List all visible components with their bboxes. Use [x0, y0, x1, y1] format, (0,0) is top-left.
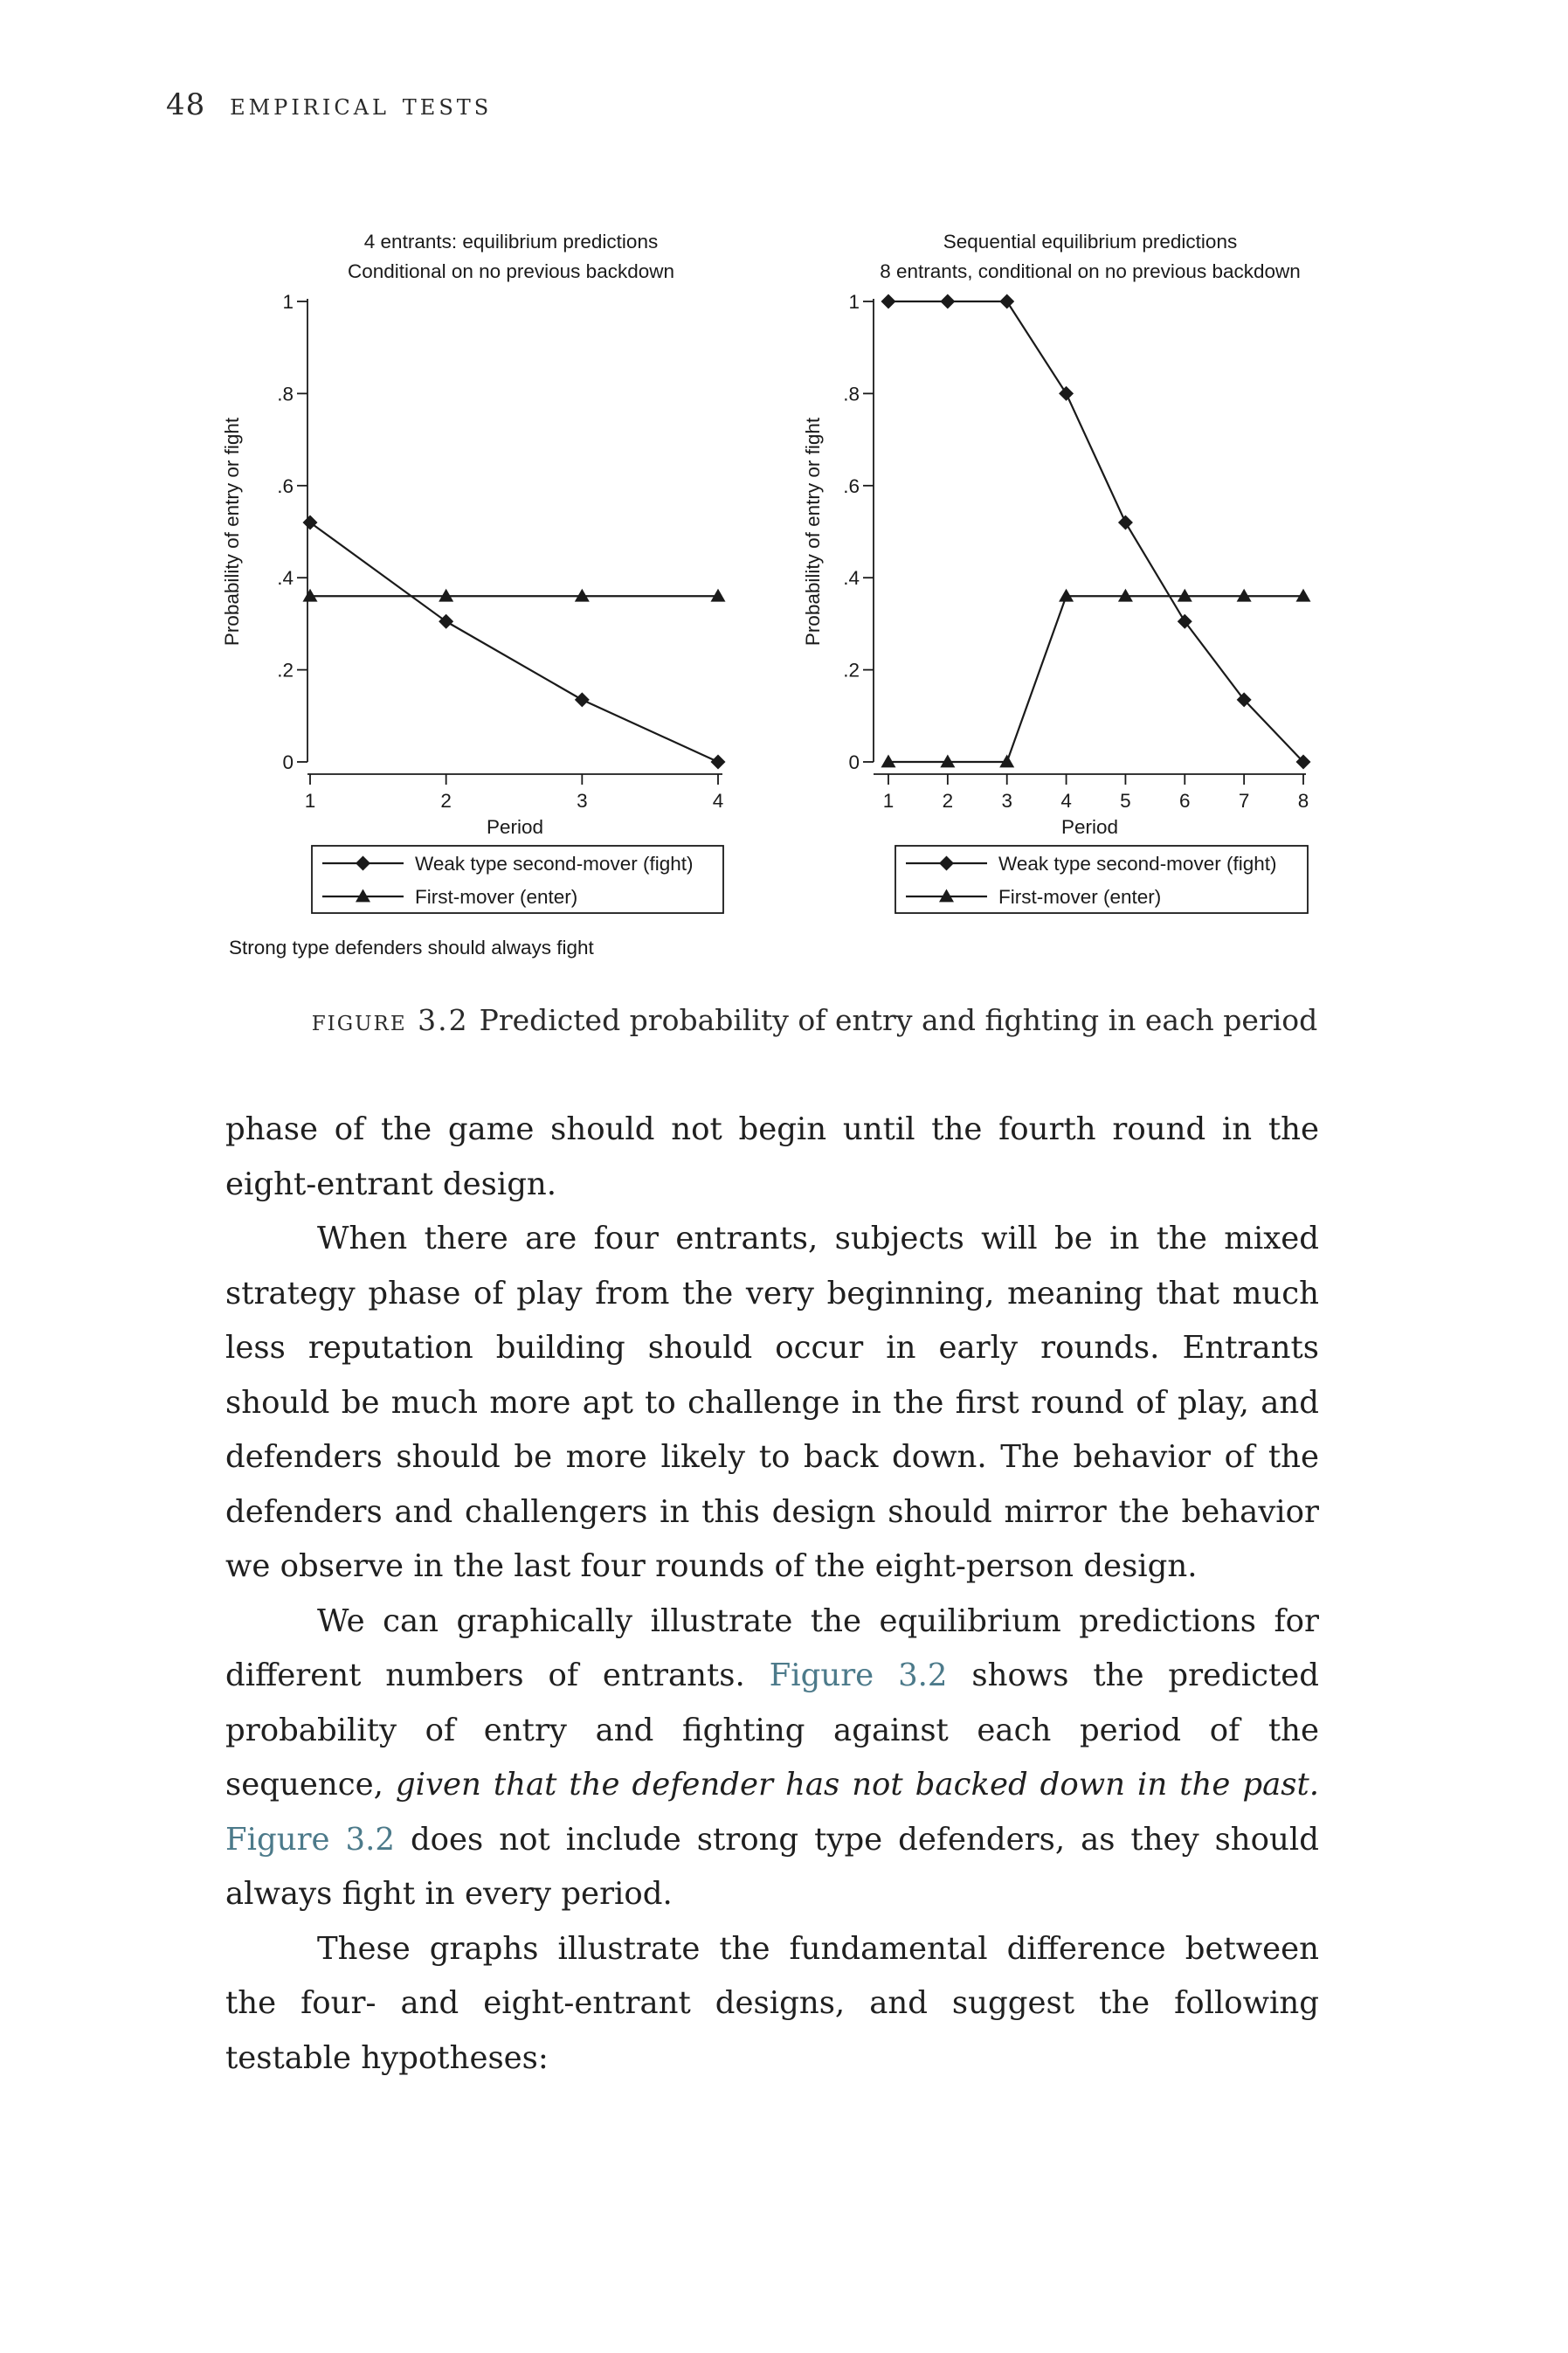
chart2-series-1-point: [1118, 515, 1133, 529]
p3-text-a: We can graphically illustrate the equilibrium predictions for different numbers of entrants.: [225, 1602, 1319, 1693]
chart1-x-tick-label: 3: [577, 790, 588, 812]
chart2-x-label: Period: [1060, 816, 1119, 838]
chart1-series-1-point: [711, 755, 726, 770]
figure-3-2: [0, 0, 1568, 1092]
chart2-x-tick-label: 3: [1001, 790, 1012, 812]
chart-canvas: [0, 0, 1568, 1092]
chart2-y-tick-label: 1: [848, 291, 860, 313]
chart1-y-tick-label: .6: [277, 474, 294, 497]
chart2-x-tick-label: 8: [1297, 790, 1309, 812]
paragraph-3: [225, 1595, 1319, 1922]
chart1-y-label: Probability of entry or fight: [221, 417, 243, 647]
chart1-note: Strong type defenders should always fight: [229, 937, 594, 959]
chart1-y-tick-label: .8: [277, 383, 294, 405]
chart1-legend-label: Weak type second-mover (fight): [415, 853, 694, 875]
chart1-series-1-line: [310, 523, 718, 762]
chart2-y-tick-label: .2: [843, 659, 860, 682]
chart1-x-tick-label: 4: [712, 790, 724, 812]
caption-text: Predicted probability of entry and fighting in each period: [479, 1003, 1318, 1037]
chart2-x-tick-label: 4: [1060, 790, 1072, 812]
chart2-legend-marker: [939, 856, 954, 871]
chart1-y-tick-label: 0: [282, 751, 294, 773]
chart1-title: 4 entrants: equilibrium predictions: [363, 231, 659, 253]
chart2-series-1-point: [999, 294, 1014, 309]
chart2-series-1-point: [881, 294, 896, 309]
chart2-series-1-point: [1178, 614, 1192, 629]
chart2-x-tick-label: 2: [942, 790, 954, 812]
chart2-title: Sequential equilibrium predictions: [943, 231, 1238, 253]
chart2-y-tick-label: 0: [848, 751, 860, 773]
chart2-x-tick-label: 1: [882, 790, 895, 812]
chart2-y-tick-label: .6: [843, 474, 860, 497]
paragraph-4: These graphs illustrate the fundamental difference between the four- and eight-entrant designs, and suggest the following testable hypotheses:: [225, 1930, 1319, 2076]
chart1-series-1-point: [575, 692, 590, 707]
chart2-y-tick-label: .4: [843, 567, 860, 590]
chart1-legend-marker: [356, 856, 370, 871]
chart2-series-2-line: [888, 596, 1303, 762]
caption-label: figure 3.2: [311, 1003, 469, 1037]
paragraph-1: phase of the game should not begin until the fourth round in the eight-entrant design.: [225, 1111, 1319, 1202]
chart2-series-1-line: [888, 301, 1303, 762]
figure-link-1[interactable]: Figure 3.2: [769, 1657, 948, 1693]
chart2-y-tick-label: .8: [843, 383, 860, 405]
p3-italic: given that the defender has not backed down in the past.: [395, 1767, 1320, 1803]
figure-link-2[interactable]: Figure 3.2: [225, 1821, 395, 1858]
chart1-x-tick-label: 2: [440, 790, 452, 812]
chart1-series-1-point: [303, 515, 318, 529]
chart2-legend-label: First-mover (enter): [998, 886, 1162, 908]
chart2-x-tick-label: 5: [1120, 790, 1131, 812]
chart1-y-tick-label: 1: [282, 291, 294, 313]
section-title: empirical tests: [230, 87, 493, 122]
chart1-y-tick-label: .4: [277, 567, 294, 590]
chart2-y-label: Probability of entry or fight: [802, 417, 824, 647]
chart2-x-tick-label: 7: [1238, 790, 1250, 812]
chart1-x-label: Period: [486, 816, 544, 838]
chart2-subtitle: 8 entrants, conditional on no previous backdown: [880, 260, 1301, 282]
chart2-x-tick-label: 6: [1179, 790, 1191, 812]
chart1-legend-label: First-mover (enter): [415, 886, 578, 908]
page-number: 48: [166, 87, 206, 122]
chart1-subtitle: Conditional on no previous backdown: [348, 260, 674, 282]
p3-text-b: shows the predicted probability of entry and fighting against each period of the sequence,: [225, 1657, 1320, 1803]
chart2-series-1-point: [940, 294, 955, 309]
body-text: [225, 1103, 1319, 2086]
paragraph-2: When there are four entrants, subjects will be in the mixed strategy phase of play from the very beginning, meaning that much less reputation building should occur in early rounds. Entrants should be much more apt to challenge in the first round of play, and defenders should be more likely to back down. The behavior of the defenders and challengers in this design should mirror the behavior we observe in the last four rounds of the eight-person design.: [225, 1221, 1319, 1584]
figure-caption: [0, 1003, 1568, 1037]
chart2-series-1-point: [1059, 386, 1074, 401]
p3-text-d: does not include strong type defenders, as they should always fight in every period.: [225, 1821, 1319, 1912]
chart1-x-tick-label: 1: [304, 790, 316, 812]
chart1-y-tick-label: .2: [277, 659, 294, 682]
chart1-series-1-point: [439, 614, 453, 629]
chart2-legend-label: Weak type second-mover (fight): [998, 853, 1277, 875]
